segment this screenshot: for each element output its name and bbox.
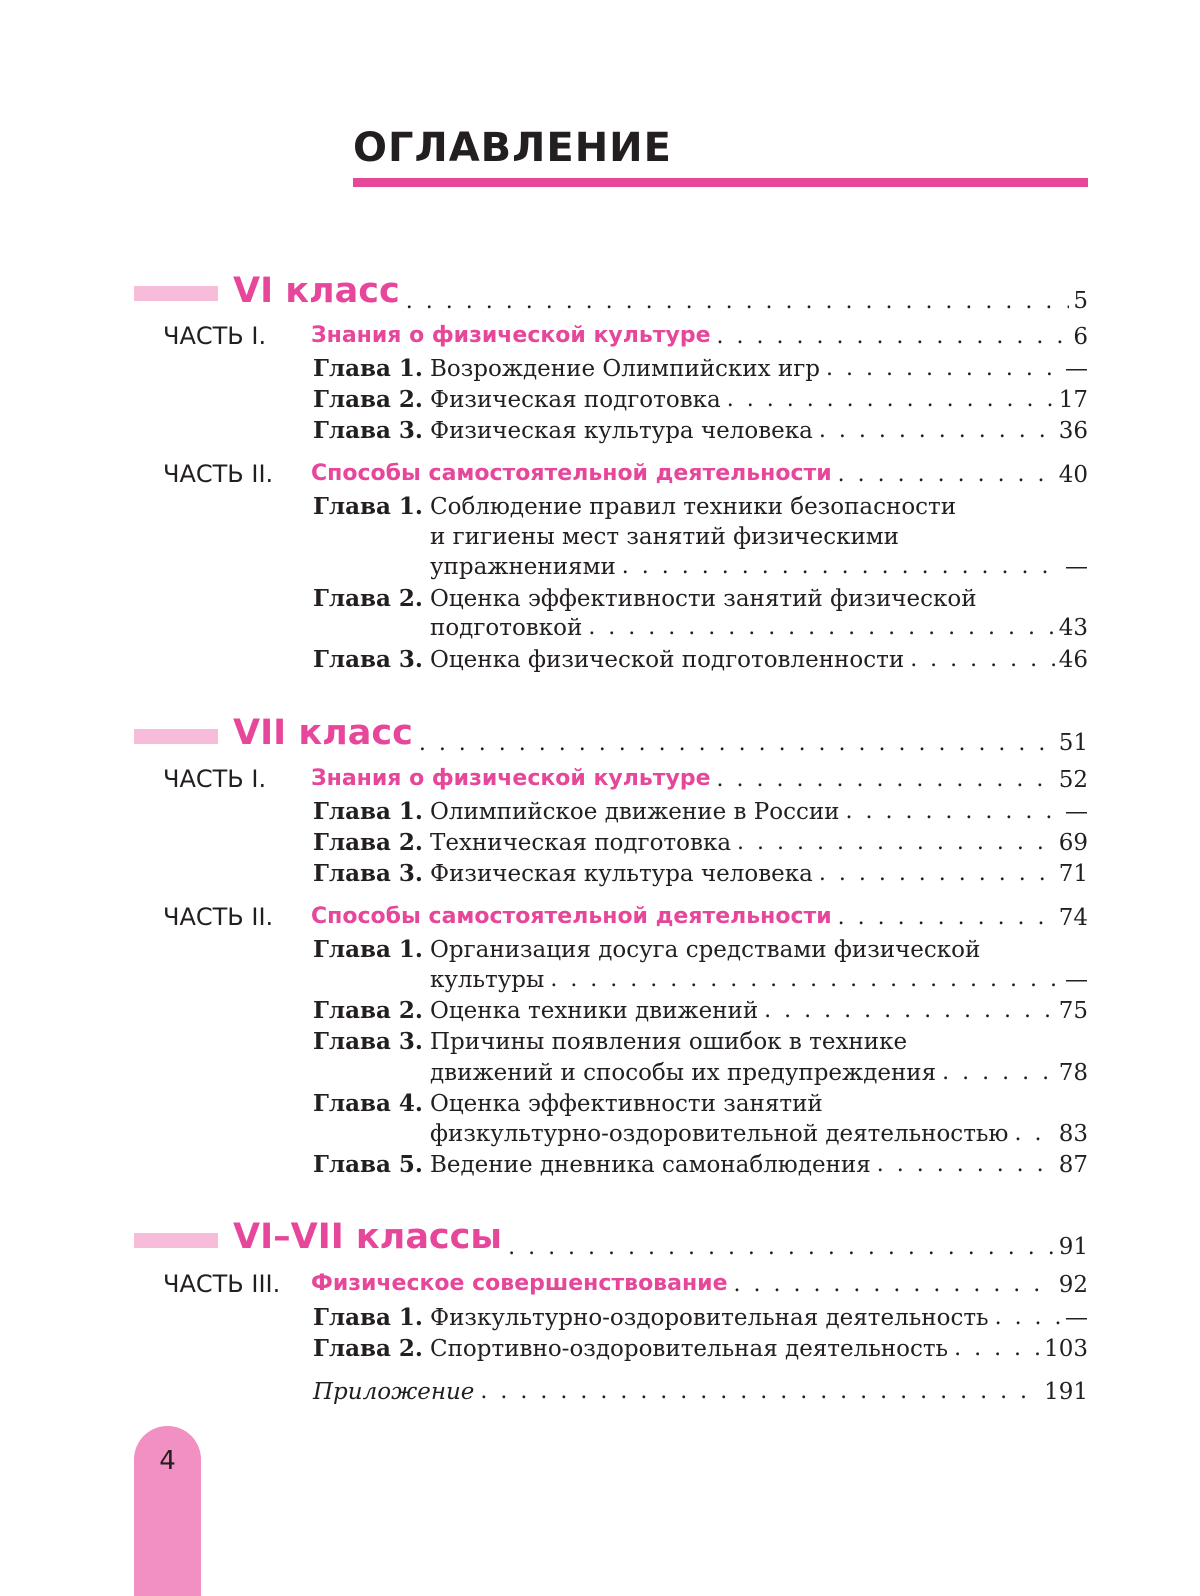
leader-dots [406,289,1070,314]
chapter-title: упражнениями [430,554,616,580]
chapter-label: Глава 2. [313,829,423,856]
chapter-page: — [1065,967,1088,993]
part-page: 40 [1058,462,1088,488]
chapter-continuation-row[interactable] [430,613,1088,643]
chapter-title: Олимпийское движение в России [430,799,840,825]
chapter-title: Оценка физической подготовленности [430,647,905,673]
section-row[interactable] [233,1214,1088,1260]
leader-dots [622,552,1061,582]
part-title: Знания о физической культуре [311,766,711,791]
chapter-title: физкультурно-оздоровительной деятельностью [430,1121,1009,1147]
chapter-continuation-row[interactable] [430,552,1088,582]
chapter-title: Причины появления ошибок в технике [430,1029,908,1055]
leader-dots [550,965,1061,995]
part-row[interactable] [311,1268,1088,1300]
chapter-label: Глава 1. [313,493,423,520]
leader-dots [877,1150,1055,1180]
chapter-label: Глава 3. [313,1028,423,1055]
appendix-title: Приложение [313,1379,475,1405]
chapter-page: 36 [1058,418,1088,444]
leader-dots [846,797,1062,827]
chapter-row[interactable] [313,385,1088,415]
chapter-row[interactable] [313,1027,1088,1057]
chapter-title: Техническая подготовка [430,830,732,856]
page-title: ОГЛАВЛЕНИЕ [353,125,672,171]
chapter-label: Глава 2. [313,585,423,612]
leader-dots [764,996,1055,1026]
leader-dots [995,1303,1061,1333]
chapter-row[interactable] [313,354,1088,384]
chapter-row[interactable] [313,859,1088,889]
part-label: ЧАСТЬ III. [163,1270,281,1298]
chapter-page: — [1065,799,1088,825]
chapter-row[interactable] [313,492,1088,522]
leader-dots [734,1270,1055,1300]
chapter-title: Оценка эффективности занятий [430,1091,823,1117]
chapter-title: Возрождение Олимпийских игр [430,356,821,382]
part-title: Способы самостоятельной деятельности [311,904,832,929]
section-bar [134,286,218,301]
section-page: 91 [1058,1234,1088,1260]
chapter-page: 75 [1058,998,1088,1024]
leader-dots [838,460,1055,490]
part-label: ЧАСТЬ I. [163,322,267,350]
chapter-title: подготовкой [430,615,583,641]
part-title: Знания о физической культуре [311,323,711,348]
chapter-row[interactable] [313,1334,1088,1364]
chapter-label: Глава 3. [313,417,423,444]
part-row[interactable] [311,458,1088,490]
chapter-row[interactable] [313,797,1088,827]
leader-dots [588,613,1054,643]
chapter-page: 71 [1058,861,1088,887]
chapter-continuation-row[interactable] [430,1119,1088,1149]
leader-dots [419,731,1055,756]
chapter-label: Глава 4. [313,1090,423,1117]
chapter-title: Физическая культура человека [430,861,813,887]
chapter-label: Глава 1. [313,1304,423,1331]
chapter-title: Ведение дневника самонаблюдения [430,1152,871,1178]
section-title: VI–VII классы [233,1217,503,1257]
chapter-label: Глава 5. [313,1151,423,1178]
page-number: 4 [159,1446,176,1476]
leader-dots [819,859,1055,889]
part-page: 6 [1073,324,1088,350]
chapter-title: Физическая культура человека [430,418,813,444]
chapter-continuation: и гигиены мест занятий физическими [430,524,899,550]
section-page: 51 [1058,730,1088,756]
chapter-title: движений и способы их предупреждения [430,1060,937,1086]
chapter-row[interactable] [313,1150,1088,1180]
leader-dots [717,765,1055,795]
section-row[interactable] [233,268,1088,314]
section-row[interactable] [233,710,1088,756]
chapter-page: 69 [1058,830,1088,856]
chapter-label: Глава 2. [313,386,423,413]
chapter-page: 103 [1044,1336,1088,1362]
chapter-page: 83 [1058,1121,1088,1147]
chapter-title: Спортивно-оздоровительная деятельность [430,1336,949,1362]
chapter-continuation-row[interactable] [430,1058,1088,1088]
chapter-label: Глава 2. [313,997,423,1024]
leader-dots [838,903,1055,933]
part-label: ЧАСТЬ I. [163,765,267,793]
chapter-row[interactable] [313,828,1088,858]
part-row[interactable] [311,763,1088,795]
chapter-title: Оценка эффективности занятий физической [430,586,977,612]
chapter-row[interactable] [313,996,1088,1026]
chapter-label: Глава 3. [313,646,423,673]
chapter-row[interactable] [313,645,1088,675]
leader-dots [819,416,1055,446]
chapter-title: культуры [430,967,545,993]
chapter-continuation-row[interactable] [430,965,1088,995]
chapter-row[interactable] [313,935,1088,965]
section-bar [134,1233,218,1248]
part-title: Физическое совершенствование [311,1271,728,1296]
leader-dots [826,354,1061,384]
part-label: ЧАСТЬ II. [163,460,274,488]
appendix-row[interactable] [313,1377,1088,1407]
chapter-title: Физкультурно-оздоровительная деятельность [430,1305,989,1331]
chapter-label: Глава 1. [313,798,423,825]
part-title: Способы самостоятельной деятельности [311,461,832,486]
part-page: 92 [1058,1272,1088,1298]
section-page: 5 [1073,288,1088,314]
part-page: 52 [1058,767,1088,793]
chapter-page: — [1065,356,1088,382]
leader-dots [717,322,1070,352]
part-label: ЧАСТЬ II. [163,903,274,931]
leader-dots [508,1235,1055,1260]
chapter-label: Глава 1. [313,936,423,963]
chapter-title: Соблюдение правил техники безопасности [430,494,957,520]
chapter-page: 78 [1058,1060,1088,1086]
chapter-label: Глава 3. [313,860,423,887]
part-row[interactable] [311,320,1088,352]
leader-dots [910,645,1055,675]
section-title: VII класс [233,713,413,753]
leader-dots [942,1058,1055,1088]
chapter-row[interactable] [313,416,1088,446]
leader-dots [480,1377,1040,1407]
chapter-page: — [1065,554,1088,580]
chapter-title: Организация досуга средствами физической [430,937,981,963]
part-page: 74 [1058,905,1088,931]
leader-dots [737,828,1055,858]
chapter-page: 46 [1058,647,1088,673]
chapter-row[interactable] [313,1303,1088,1333]
chapter-row[interactable] [313,584,1088,614]
appendix-page: 191 [1044,1379,1088,1405]
chapter-label: Глава 1. [313,355,423,382]
chapter-row[interactable] [313,1089,1088,1119]
chapter-label: Глава 2. [313,1335,423,1362]
leader-dots [1014,1119,1054,1149]
part-row[interactable] [311,901,1088,933]
leader-dots [727,385,1055,415]
chapter-title: Оценка техники движений [430,998,759,1024]
section-bar [134,729,218,744]
chapter-page: — [1065,1305,1088,1331]
title-underline [353,178,1088,187]
chapter-page: 17 [1058,387,1088,413]
section-title: VI класс [233,271,400,311]
leader-dots [954,1334,1040,1364]
chapter-page: 87 [1058,1152,1088,1178]
chapter-page: 43 [1058,615,1088,641]
chapter-title: Физическая подготовка [430,387,721,413]
